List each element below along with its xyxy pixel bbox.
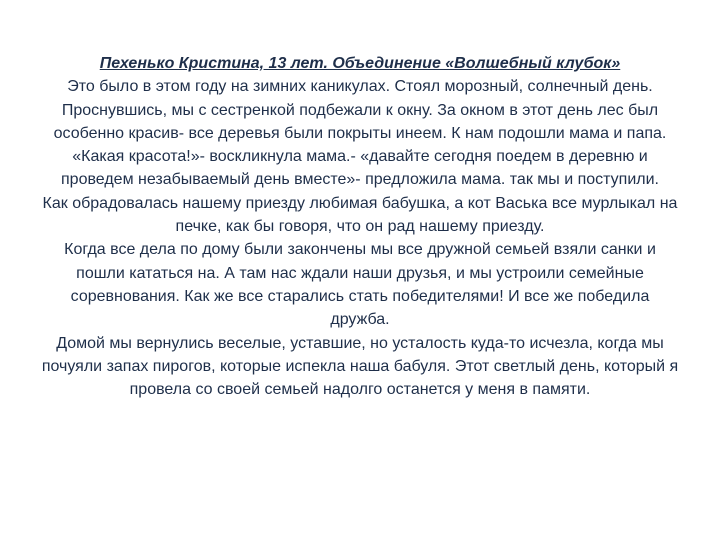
story-paragraph-3: Когда все дела по дому были закончены мы все дружной семьей взяли санки и пошли кататься на. А там нас ждали наши друзья, и мы устроили семейные соревнования. Как же все старались стать победителями! И все же победила дружба. <box>64 241 656 329</box>
story-paragraph-2: Как обрадовалась нашему приезду любимая бабушка, а кот Васька все мурлыкал на печке, как бы говоря, что он рад нашему приезду. <box>42 194 678 236</box>
story-paragraph-4: Домой мы вернулись веселые, уставшие, но усталость куда-то исчезла, когда мы почуяли запах пирогов, которые испекла наша бабуля. Этот светлый день, который я провела со своей семьей надолго останется у меня в памяти. <box>41 334 679 399</box>
story-paragraph-1: Это было в этом году на зимних каникулах. Стоял морозный, солнечный день. Проснувшись, мы с сестренкой подбежали к окну. За окном в этот день лес был особенно красив- все деревья были покрыты инеем. К нам подошли мама и папа. «Какая красота!»- воскликнула мама.- «давайте сегодня поедем в деревню и проведем незабываемый день вместе»- предложила мама. так мы и поступили. <box>53 78 667 189</box>
story-text-block <box>40 52 680 401</box>
story-title: Пехенько Кристина, 13 лет. Объединение «Волшебный клубок» <box>99 55 621 72</box>
